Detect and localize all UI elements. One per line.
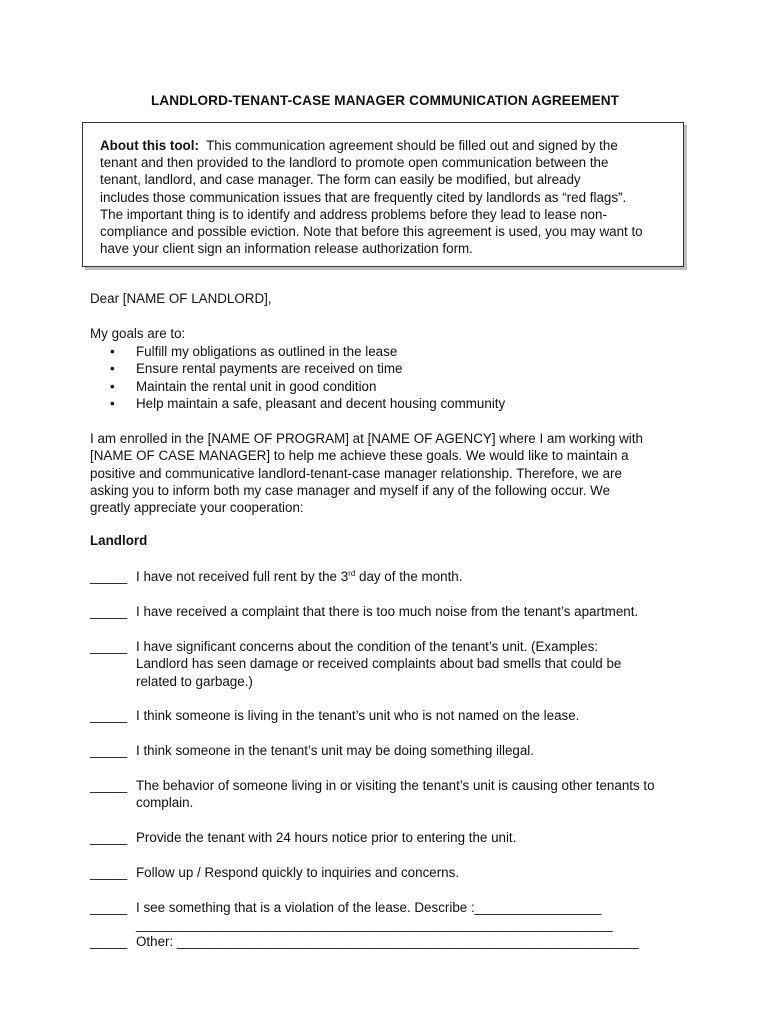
- check-blank[interactable]: _____: [90, 830, 128, 845]
- checklist-item: _____ The behavior of someone living in or visiting the tenant’s unit is causing other tenants to complain.: [90, 778, 655, 811]
- goals-intro: My goals are to:: [90, 326, 186, 341]
- list-item: • Help maintain a safe, pleasant and decent housing community: [110, 396, 506, 412]
- check-blank[interactable]: _____: [90, 778, 128, 793]
- section-heading-landlord: Landlord: [90, 533, 148, 548]
- check-blank[interactable]: _____: [90, 708, 128, 723]
- check-blank[interactable]: _____: [90, 743, 128, 758]
- checklist-item: _____ Follow up / Respond quickly to inquiries and concerns.: [90, 865, 460, 880]
- checklist-item: _____ I have received a complaint that there is too much noise from the tenant’s apartment.: [90, 604, 639, 619]
- checklist-item: _____ I think someone is living in the tenant’s unit who is not named on the lease.: [90, 708, 580, 723]
- checklist-item: _____ I see something that is a violation of the lease. Describe :_________________ ________________________________________________________________: [90, 900, 613, 933]
- check-blank[interactable]: _____: [90, 604, 128, 619]
- about-line-4: The important thing is to identify and address problems before they lead to lease non-: [100, 206, 607, 222]
- check-blank[interactable]: _____: [90, 865, 128, 880]
- about-tool-box: [82, 122, 684, 267]
- about-text-0: This communication agreement should be filled out and signed by the: [206, 138, 618, 153]
- about-line-3: includes those communication issues that are frequently cited by landlords as “red flags”.: [100, 189, 627, 205]
- list-item: • Maintain the rental unit in good condition: [110, 378, 377, 394]
- check-blank[interactable]: _____: [90, 900, 128, 915]
- about-line-5: compliance and possible eviction. Note that before this agreement is used, you may want to: [100, 224, 643, 240]
- about-label: About this tool:: [100, 138, 199, 153]
- checklist-item: _____ Provide the tenant with 24 hours notice prior to entering the unit.: [90, 830, 517, 845]
- about-line-2: tenant, landlord, and case manager. The form can easily be modified, but already: [100, 172, 581, 188]
- checklist-item: _____ I have significant concerns about the condition of the tenant’s unit. (Examples: Landlord has seen damage or received complaints about bad smells that could be related to garbage.): [90, 639, 622, 689]
- about-line-6: have your client sign an information release authorization form.: [100, 241, 473, 257]
- checklist-item: _____ I think someone in the tenant’s unit may be doing something illegal.: [90, 743, 534, 758]
- check-blank[interactable]: _____: [90, 569, 128, 584]
- checklist-item: _____ I have not received full rent by the 3rd day of the month.: [90, 569, 463, 584]
- about-line-0: [100, 137, 669, 154]
- document-title: LANDLORD-TENANT-CASE MANAGER COMMUNICATION AGREEMENT: [150, 93, 620, 108]
- list-item: • Ensure rental payments are received on time: [110, 361, 403, 377]
- intro-paragraph: I am enrolled in the [NAME OF PROGRAM] at [NAME OF AGENCY] where I am working with [NAME OF CASE MANAGER] to help me achieve these goals. We would like to maintain a positive and communicative landlord-tenant-case manager relationship. Therefore, we are asking you to inform both my case manager and myself if any of the following occur. We greatly appreciate your cooperation:: [90, 431, 643, 516]
- about-line-1: tenant and then provided to the landlord to promote open communication between the: [100, 155, 609, 171]
- check-blank[interactable]: _____: [90, 934, 128, 949]
- check-blank[interactable]: _____: [90, 639, 128, 654]
- goals-list: [110, 343, 505, 413]
- list-item: • Fulfill my obligations as outlined in the lease: [110, 344, 398, 359]
- greeting: Dear [NAME OF LANDLORD],: [90, 291, 272, 306]
- checklist-item-other: _____ Other: ______________________________________________________________: [90, 934, 639, 949]
